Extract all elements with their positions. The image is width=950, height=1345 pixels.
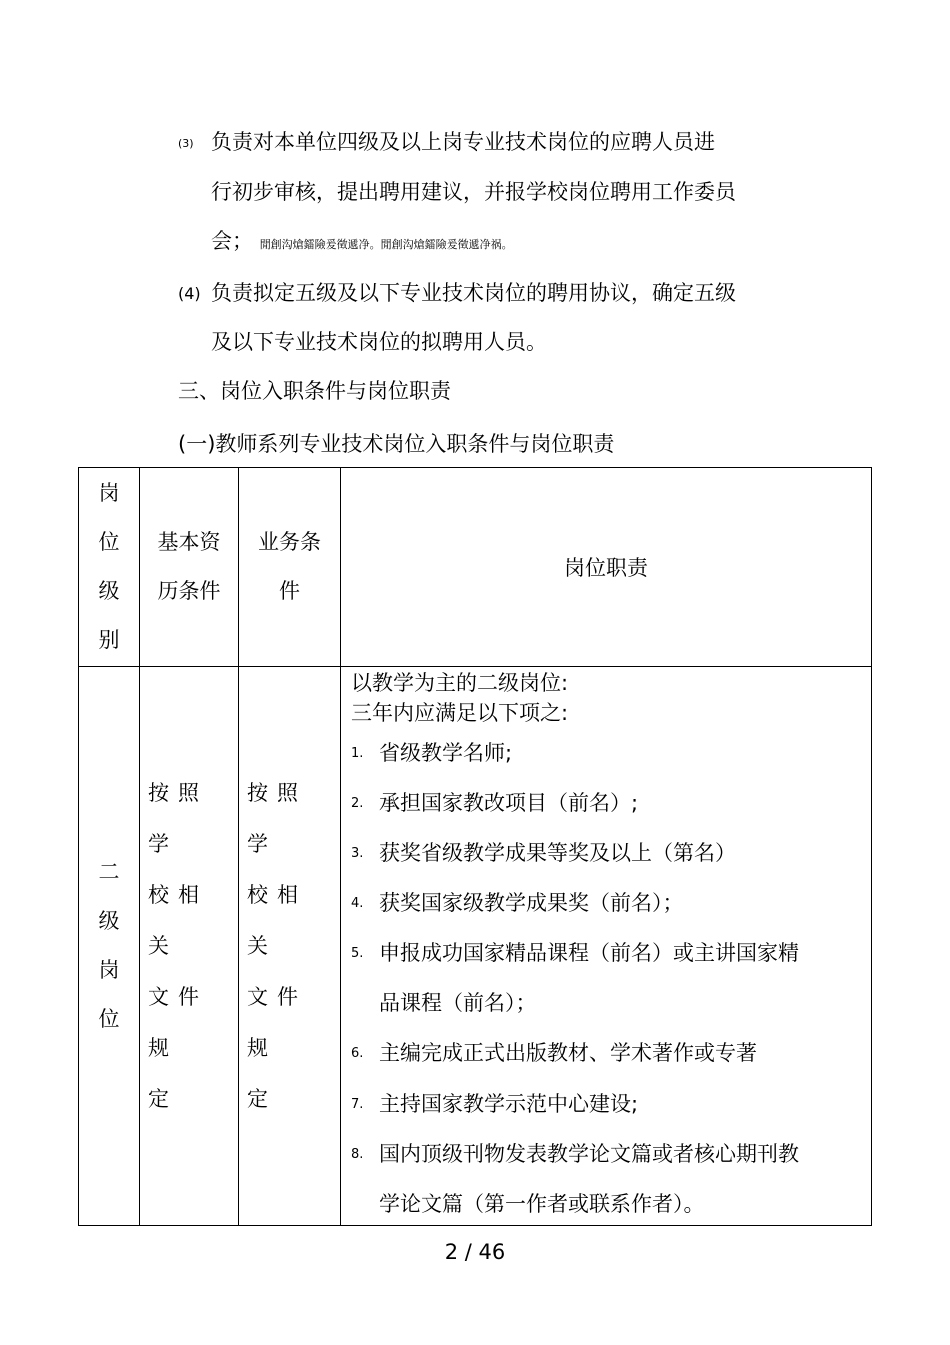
row-business — [239, 667, 341, 1226]
list-item — [351, 740, 512, 767]
positions-table — [78, 467, 872, 1226]
list-item-text: 国内顶级刊物发表教学论文篇或者核心期刊教 — [379, 1142, 799, 1166]
header-business-text: 业务条件 — [258, 530, 321, 603]
item-3-line-3 — [211, 227, 513, 259]
table-header-row — [79, 468, 872, 667]
row-business-line: 文件规 — [247, 984, 307, 1060]
header-level — [79, 468, 140, 667]
list-item — [351, 840, 736, 867]
list-item-number: 2. — [351, 796, 364, 811]
row-level-char: 级 — [98, 909, 120, 933]
list-item — [351, 790, 638, 817]
header-level-char: 位 — [98, 530, 120, 554]
list-item — [351, 1141, 799, 1168]
subsection-heading: (一)教师系列专业技术岗位入职条件与岗位职责 — [178, 432, 615, 456]
item-3-line-3-text: 会； — [211, 229, 253, 253]
item-4-marker: (4) — [178, 284, 201, 303]
list-item-continuation: 品课程（前名）； — [379, 991, 537, 1015]
row-duties — [341, 667, 872, 1226]
list-item — [351, 890, 684, 917]
duties-title: 以教学为主的二级岗位: — [351, 671, 569, 695]
header-duties-text: 岗位职责 — [564, 556, 648, 580]
list-item-number: 3. — [351, 846, 364, 861]
list-item-text: 主持国家教学示范中心建设; — [379, 1092, 639, 1116]
row-education-line: 定 — [148, 1086, 178, 1111]
list-item-continuation: 学论文篇（第一作者或联系作者）。 — [379, 1192, 705, 1216]
list-item-number: 6. — [351, 1046, 364, 1061]
list-item — [351, 1091, 638, 1118]
list-item-text: 申报成功国家精品课程（前名）或主讲国家精 — [379, 941, 799, 965]
row-level-char: 位 — [98, 1007, 120, 1031]
item-3-garbled-text: 閒創沟熗鐳險爰徵遞净。閒創沟熗鐳險爰徵遞净祸。 — [259, 238, 513, 251]
section-heading: 三、岗位入职条件与岗位职责 — [178, 379, 451, 403]
row-education-line: 校相关 — [148, 882, 208, 958]
list-item-number: 4. — [351, 896, 364, 911]
header-level-char: 级 — [98, 579, 120, 603]
list-item-number: 1. — [351, 746, 364, 761]
row-education-line: 按照学 — [148, 780, 208, 856]
header-business — [239, 468, 341, 667]
row-business-line: 按照学 — [247, 780, 307, 856]
list-item-number: 7. — [351, 1097, 364, 1112]
row-business-line: 校相关 — [247, 882, 307, 958]
header-level-char: 别 — [98, 628, 120, 652]
header-education — [140, 468, 239, 667]
header-level-char: 岗 — [98, 481, 120, 505]
row-education-line: 文件规 — [148, 984, 208, 1060]
list-item-text: 主编完成正式出版教材、学术著作或专著 — [379, 1041, 757, 1065]
list-item — [351, 940, 799, 967]
list-item-number: 5. — [351, 946, 364, 961]
row-education — [140, 667, 239, 1226]
list-item-number: 8. — [351, 1147, 364, 1162]
item-3-line-2: 行初步审核，提出聘用建议，并报学校岗位聘用工作委员 — [211, 180, 736, 204]
item-3-marker: (3) — [178, 137, 194, 150]
row-level-char: 二 — [98, 860, 120, 884]
item-3-line-1: 负责对本单位四级及以上岗专业技术岗位的应聘人员进 — [211, 130, 715, 154]
row-level-char: 岗 — [98, 958, 120, 982]
table-row — [79, 667, 872, 1226]
list-item — [351, 1040, 757, 1067]
header-duties — [341, 468, 872, 667]
list-item-text: 承担国家教改项目（前名）; — [379, 791, 639, 815]
row-business-line: 定 — [247, 1086, 277, 1111]
list-item-text: 省级教学名师; — [379, 741, 513, 765]
duties-subtitle: 三年内应满足以下项之: — [351, 701, 569, 725]
item-4-line-2: 及以下专业技术岗位的拟聘用人员。 — [211, 330, 547, 354]
list-item-text: 获奖省级教学成果等奖及以上（第名） — [379, 841, 736, 865]
list-item-text: 获奖国家级教学成果奖（前名）； — [379, 891, 684, 915]
row-level — [79, 667, 140, 1226]
header-education-text: 基本资历条件 — [157, 530, 221, 603]
page-number: 2 / 46 — [444, 1240, 506, 1264]
item-4-line-1: 负责拟定五级及以下专业技术岗位的聘用协议，确定五级 — [211, 281, 736, 305]
